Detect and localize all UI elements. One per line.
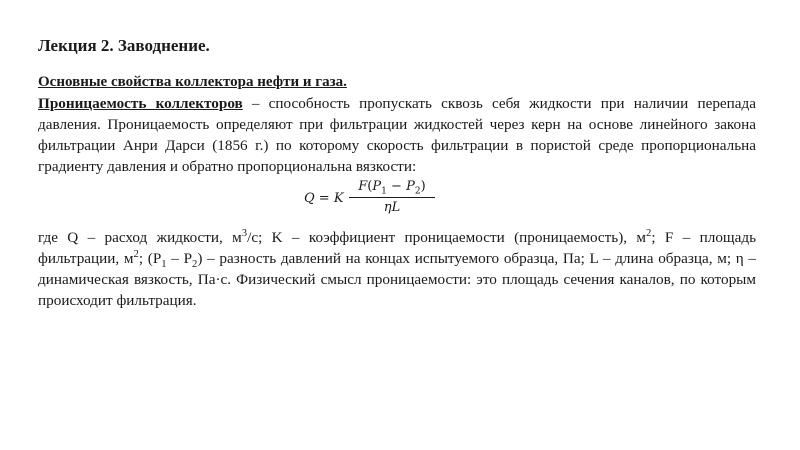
definition-text: – способность пропускать сквозь себя жидкости при наличии перепада давления. Проницаемость определяют при фильтрации жидкостей через керн на основе линейного закона фильтрации Анри Дарси (1856 г.) по которому скорость фильтрации в пористой среде пропорциональна градиенту давления и обратно пропорциональна вязкости: bbox=[38, 95, 757, 175]
formula-fraction bbox=[347, 178, 437, 217]
permeability-definition-paragraph bbox=[38, 93, 756, 177]
formula-numerator: $F(P_1 - P_2)$ bbox=[358, 179, 426, 197]
variables-explanation-paragraph: где Q – расход жидкости, $м^3/с$; K – коэффициент проницаемости (проницаемость), $м^2$; F – площадь фильтрации, $м^2$; $(P_1 - P_2)$ – разность давлений на концах испытуемого образца, Па; L – длина образца, м; η – динамическая вязкость, Па·с. Физический смысл проницаемости: это площадь сечения каналов, по которым происходит фильтрация. bbox=[38, 227, 756, 309]
darcy-formula bbox=[304, 178, 444, 220]
section-heading: Основные свойства коллектора нефти и газа. bbox=[38, 74, 347, 90]
fraction-bar bbox=[349, 197, 435, 198]
formula-lhs: Q = K bbox=[304, 191, 344, 206]
lecture-title: Лекция 2. Заводнение. bbox=[38, 36, 210, 55]
formula-denominator: ηL bbox=[383, 200, 401, 215]
permeability-term: Проницаемость коллекторов bbox=[38, 95, 243, 112]
